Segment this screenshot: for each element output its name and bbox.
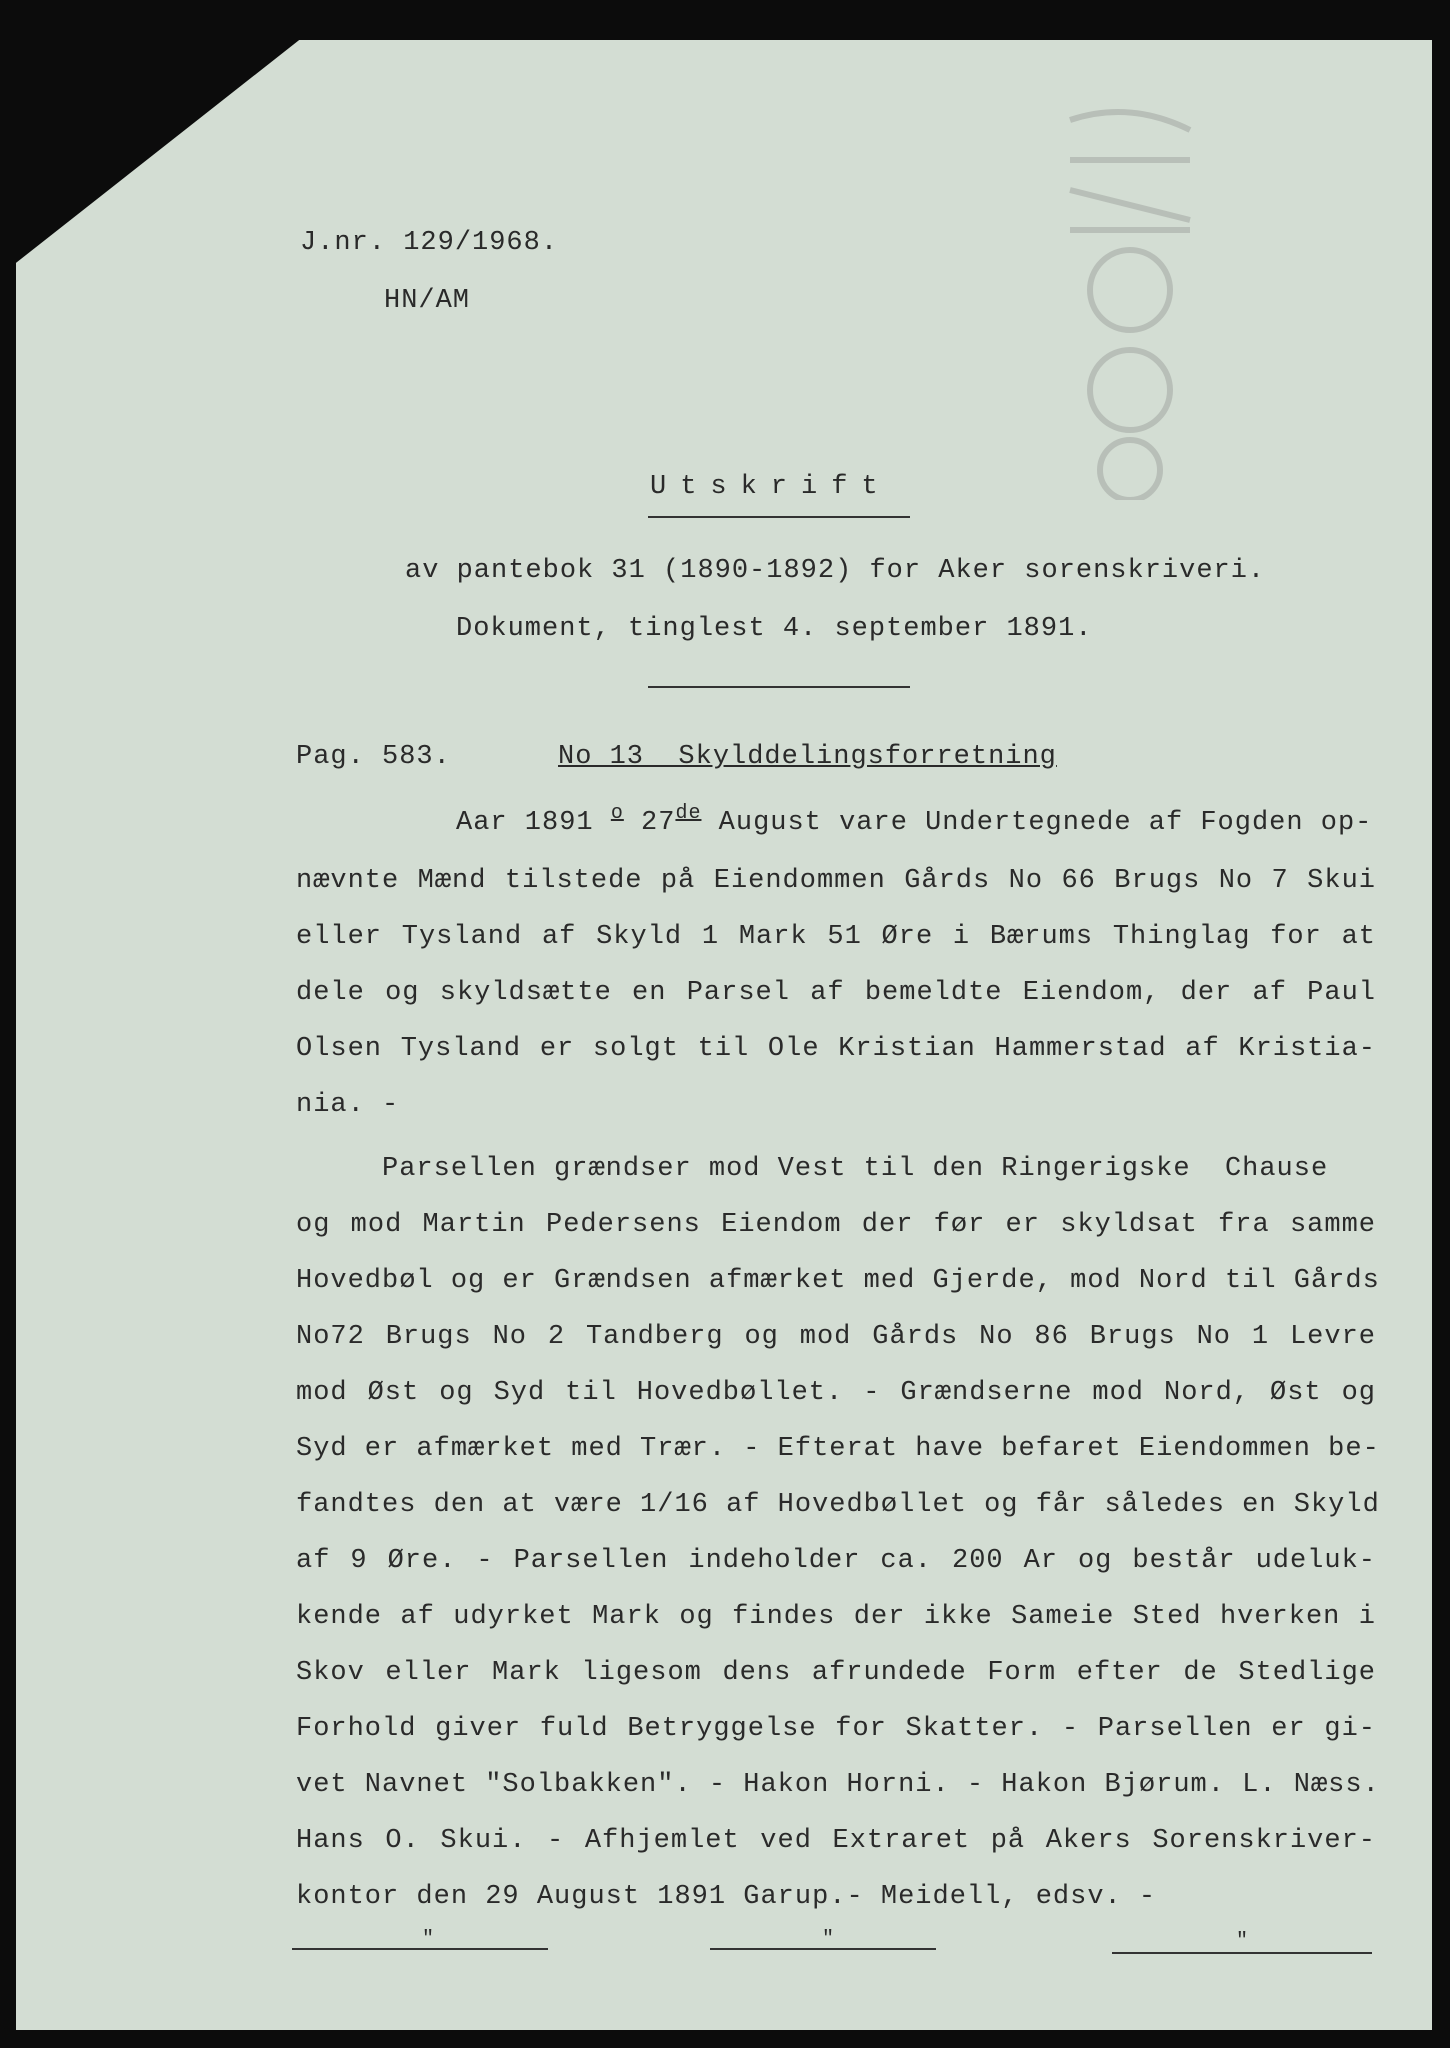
journal-number: J.nr. 129/1968. [300,228,559,258]
body-line: kontor den 29 August 1891 Garup.- Meidell, edsv. - [296,1882,1157,1912]
body-line: Forhold giver fuld Betryggelse for Skatter. - Parsellen er gi- [296,1714,1376,1744]
body-first-line: Aar 1891 $^o$ 27de August vare Undertegnede af Fogden op- [456,802,1373,838]
ditto-mark: " [1236,1930,1249,1953]
body-line: Olsen Tysland er solgt til Ole Kristian Hammerstad af Kristia- [296,1034,1376,1064]
body-line: fandtes den at være 1/16 af Hovedbøllet og får således en Skyld [296,1490,1380,1520]
subtitle-1: av pantebok 31 (1890-1892) for Aker sorenskriveri. [405,556,1266,586]
subtitle-divider [648,686,910,688]
ditto-mark: " [822,1928,835,1951]
body-line: No72 Brugs No 2 Tandberg og mod Gårds No 86 Brugs No 1 Levre [296,1322,1376,1352]
body-line: Syd er afmærket med Trær. - Efterat have befaret Eiendommen be- [296,1434,1380,1464]
body-line: Hovedbøl og er Grændsen afmærket med Gjerde, mod Nord til Gårds [296,1266,1380,1296]
body-line: nia. - [296,1090,400,1120]
title-underline [648,516,910,518]
body-line: nævnte Mænd tilstede på Eiendommen Gårds No 66 Brugs No 7 Skui [296,866,1376,896]
body-line: kende af udyrket Mark og findes der ikke Sameie Sted hverken i [296,1602,1376,1632]
body-line: og mod Martin Pedersens Eiendom der før er skyldsat fra samme [296,1210,1376,1240]
closing-rule-left [292,1948,548,1950]
faint-stamp [1050,100,1210,500]
body-line: af 9 Øre. - Parsellen indeholder ca. 200 Ar og består udeluk- [296,1546,1376,1576]
body-line: Hans O. Skui. - Afhjemlet ved Extraret på Akers Sorenskriver- [296,1826,1376,1856]
body-line: mod Øst og Syd til Hovedbøllet. - Grændserne mod Nord, Øst og [296,1378,1376,1408]
ditto-mark: " [422,1928,435,1951]
body-line: dele og skyldsætte en Parsel af bemeldte Eiendom, der af Paul [296,978,1376,1008]
section-heading: No 13 Skylddelingsforretning [558,742,1057,772]
body-line: Parsellen grændser mod Vest til den Ringerigske Chause [296,1154,1329,1184]
subtitle-2: Dokument, tinglest 4. september 1891. [456,614,1093,644]
body-line: vet Navnet "Solbakken". - Hakon Horni. - Hakon Bjørum. L. Næss. [296,1770,1380,1800]
body-line: eller Tysland af Skyld 1 Mark 51 Øre i Bærums Thinglag for at [296,922,1376,952]
body-line: Skov eller Mark ligesom dens afrundede Form efter de Stedlige [296,1658,1376,1688]
page-reference: Pag. 583. [296,742,451,772]
initials: HN/AM [384,286,471,316]
document-title: Utskrift [650,472,892,502]
